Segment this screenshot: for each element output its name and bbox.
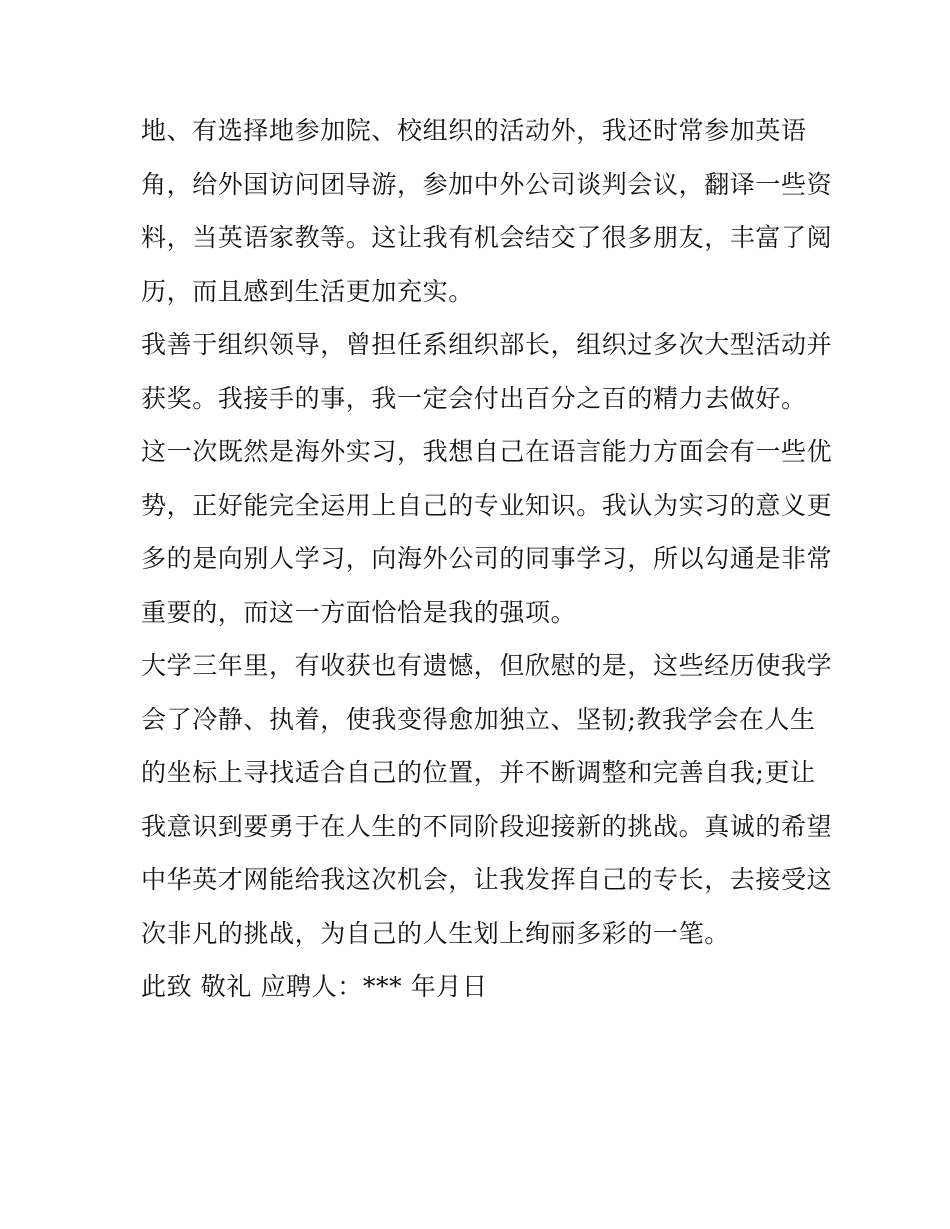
text-line: 我意识到要勇于在人生的不同阶段迎接新的挑战。真诚的希望	[141, 811, 833, 841]
text-line: 次非凡的挑战，为自己的人生划上绚丽多彩的一笔。	[141, 918, 730, 948]
text-line: 势，正好能完全运用上自己的专业知识。我认为实习的意义更	[141, 490, 833, 520]
text-line: 历，而且感到生活更加充实。	[141, 276, 474, 306]
text-line: 会了冷静、执着，使我变得愈加独立、坚韧;教我学会在人生	[141, 704, 816, 734]
text-line: 我善于组织领导，曾担任系组织部长，组织过多次大型活动并	[141, 330, 833, 359]
text-line: 这一次既然是海外实习，我想自己在语言能力方面会有一些优	[141, 437, 833, 466]
text-line: 料，当英语家教等。这让我有机会结交了很多朋友，丰富了阅	[141, 223, 833, 252]
text-line: 重要的，而这一方面恰恰是我的强项。	[141, 597, 577, 627]
text-line: 角，给外国访问团导游，参加中外公司谈判会议，翻译一些资	[141, 169, 833, 199]
text-line: 中华英才网能给我这次机会，让我发挥自己的专长，去接受这	[141, 865, 833, 894]
document-body	[141, 104, 833, 1014]
text-line: 多的是向别人学习，向海外公司的同事学习，所以勾通是非常	[141, 544, 833, 573]
text-line: 大学三年里，有收获也有遗憾，但欣慰的是，这些经历使我学	[141, 651, 833, 680]
closing-line: 此致 敬礼 应聘人：*** 年月日	[141, 972, 488, 1001]
text-line: 地、有选择地参加院、校组织的活动外，我还时常参加英语	[141, 116, 807, 145]
text-line: 获奖。我接手的事，我一定会付出百分之百的精力去做好。	[141, 383, 807, 413]
text-line: 的坐标上寻找适合自己的位置，并不断调整和完善自我;更让	[141, 758, 816, 787]
